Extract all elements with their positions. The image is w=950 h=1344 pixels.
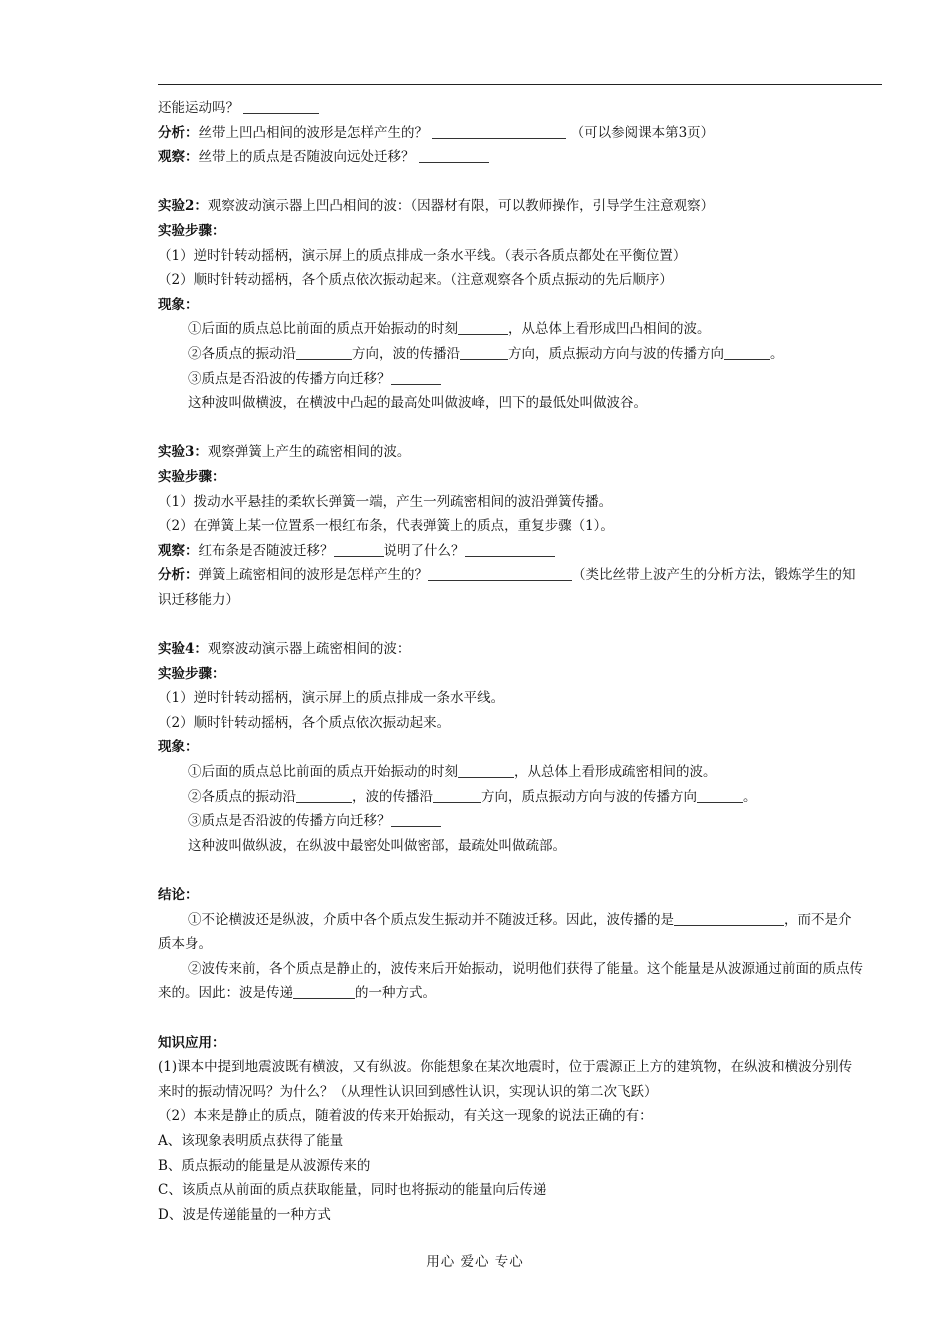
exp3-analysis-cont: 识迁移能力） [158, 591, 239, 608]
exp3-step2: （2）在弹簧上某一位置系一根红布条，代表弹簧上的质点，重复步骤（1）。 [158, 518, 614, 535]
answer-blank[interactable] [293, 983, 355, 999]
exp4-phenomena-heading: 现象： [158, 739, 199, 756]
conclusion-2: ②波传来前，各个质点是静止的，波传来后开始振动，说明他们获得了能量。这个能量是从波源通过前面的质点传 [188, 960, 863, 977]
exp2-phenomena-heading: 现象： [158, 296, 199, 313]
exp4-phen1: ①后面的质点总比前面的质点开始振动的时刻 ，从总体上看形成疏密相间的波。 [188, 764, 717, 781]
exp4-phen3: ③质点是否沿波的传播方向迁移？ [158, 809, 884, 834]
exp3-analysis: 分析：弹簧上疏密相间的波形是怎样产生的？ （类比丝带上波产生的分析方法，锻炼学生的知 [158, 567, 856, 584]
exp4-phen4: 这种波叫做纵波，在纵波中最密处叫做密部，最疏处叫做疏部。 [188, 837, 566, 854]
worksheet-body [158, 96, 884, 1227]
header-rule [158, 84, 882, 85]
line-still-move: 还能运动吗？ [158, 96, 884, 121]
application-q2: （2）本来是静止的质点，随着波的传来开始振动，有关这一现象的说法正确的有： [158, 1108, 653, 1125]
application-q1-cont: 来时的振动情况吗？为什么？（从理性认识回到感性认识，实现认识的第二次飞跃） [158, 1083, 658, 1100]
exp2-steps-heading: 实验步骤： [158, 222, 226, 239]
application-q1: (1)课本中提到地震波既有横波，又有纵波。你能想象在某次地震时，位于震源正上方的建筑物，在纵波和横波分别传 [158, 1059, 853, 1076]
exp4-step2: （2）顺时针转动摇柄，各个质点依次振动起来。 [158, 714, 451, 731]
option-d[interactable]: D、波是传递能量的一种方式 [158, 1206, 331, 1223]
answer-blank[interactable] [296, 787, 352, 803]
answer-blank[interactable] [724, 344, 770, 360]
line-s1-analysis: 分析：丝带上凹凸相间的波形是怎样产生的？ （可以参阅课本第3页） [158, 124, 715, 141]
answer-blank[interactable] [391, 811, 441, 827]
answer-blank[interactable] [465, 541, 555, 557]
exp3-observe: 观察：红布条是否随波迁移？ 说明了什么？ [158, 539, 884, 564]
exp4-title: 实验4：观察波动演示器上疏密相间的波： [158, 641, 411, 658]
conclusion-1-cont: 质本身。 [158, 936, 212, 953]
answer-blank[interactable] [432, 123, 566, 139]
answer-blank[interactable] [419, 147, 489, 163]
page-footer: 用心 爱心 专心 [426, 1254, 524, 1270]
line-s1-observe: 观察：丝带上的质点是否随波向远处迁移？ [158, 145, 884, 170]
exp3-step1: （1）拨动水平悬挂的柔软长弹簧一端，产生一列疏密相间的波沿弹簧传播。 [158, 493, 613, 510]
answer-blank[interactable] [391, 369, 441, 385]
exp4-steps-heading: 实验步骤： [158, 665, 226, 682]
answer-blank[interactable] [458, 762, 514, 778]
answer-blank[interactable] [674, 910, 784, 926]
answer-blank[interactable] [433, 787, 481, 803]
exp2-step1: （1）逆时针转动摇柄，演示屏上的质点排成一条水平线。（表示各质点都处在平衡位置） [158, 247, 687, 264]
exp2-phen4: 这种波叫做横波，在横波中凸起的最高处叫做波峰，凹下的最低处叫做波谷。 [188, 395, 647, 412]
exp2-phen3: ③质点是否沿波的传播方向迁移？ [158, 367, 884, 392]
answer-blank[interactable] [243, 98, 319, 114]
option-a[interactable]: A、该现象表明质点获得了能量 [158, 1132, 344, 1149]
conclusion-2-cont: 来的。因此：波是传递 的一种方式。 [158, 985, 436, 1002]
exp2-step2: （2）顺时针转动摇柄，各个质点依次振动起来。（注意观察各个质点振动的先后顺序） [158, 272, 673, 289]
answer-blank[interactable] [697, 787, 743, 803]
application-heading: 知识应用： [158, 1034, 226, 1051]
exp2-phen2: ②各质点的振动沿 方向，波的传播沿 方向，质点振动方向与波的传播方向 。 [188, 345, 784, 362]
answer-blank[interactable] [428, 565, 572, 581]
answer-blank[interactable] [296, 344, 352, 360]
exp3-title: 实验3：观察弹簧上产生的疏密相间的波。 [158, 444, 411, 461]
exp4-phen2: ②各质点的振动沿 ，波的传播沿 方向，质点振动方向与波的传播方向 。 [188, 788, 757, 805]
exp3-steps-heading: 实验步骤： [158, 468, 226, 485]
option-c[interactable]: C、该质点从前面的质点获取能量，同时也将振动的能量向后传递 [158, 1182, 547, 1199]
answer-blank[interactable] [460, 344, 508, 360]
exp4-step1: （1）逆时针转动摇柄，演示屏上的质点排成一条水平线。 [158, 690, 505, 707]
answer-blank[interactable] [334, 541, 384, 557]
answer-blank[interactable] [458, 319, 508, 335]
option-b[interactable]: B、质点振动的能量是从波源传来的 [158, 1157, 371, 1174]
conclusion-heading: 结论： [158, 887, 199, 903]
exp2-title: 实验2：观察波动演示器上凹凸相间的波：（因器材有限，可以教师操作，引导学生注意观察） [158, 198, 715, 215]
exp2-phen1: ①后面的质点总比前面的质点开始振动的时刻 ，从总体上看形成凹凸相间的波。 [188, 321, 711, 338]
conclusion-1: ①不论横波还是纵波，介质中各个质点发生振动并不随波迁移。因此，波传播的是 ，而不是介 [188, 911, 852, 928]
